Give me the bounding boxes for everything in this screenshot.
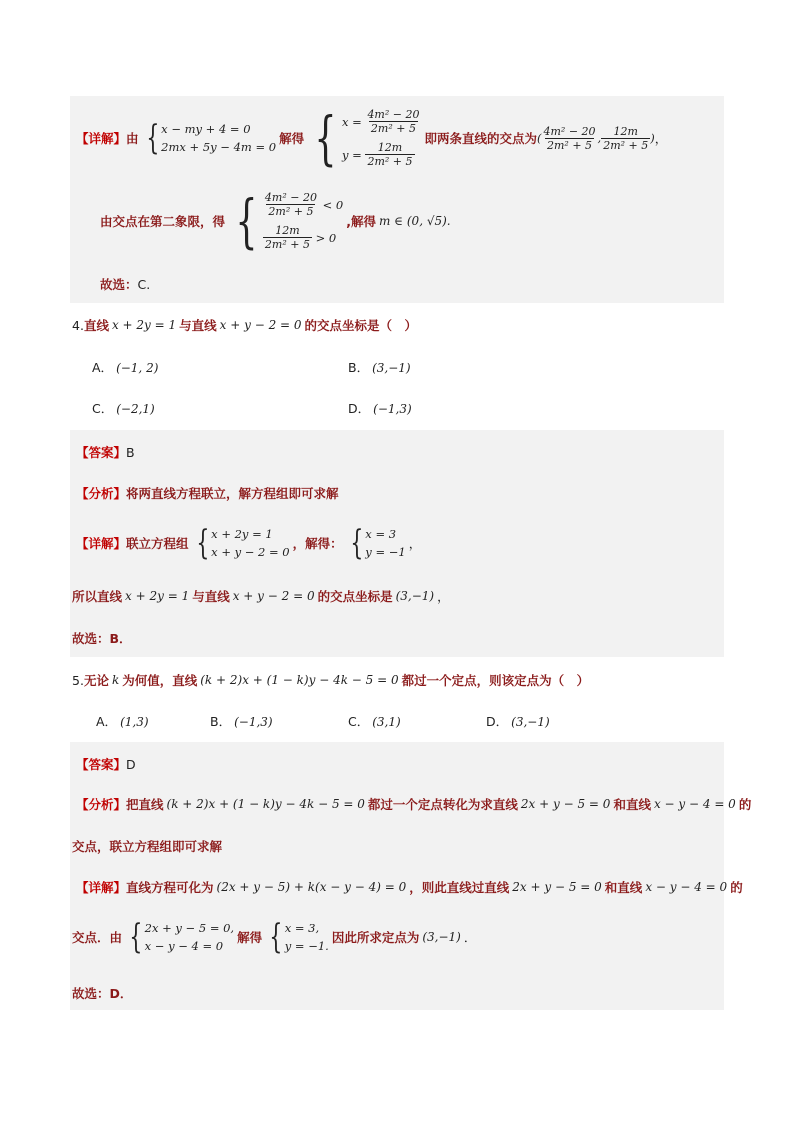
q5-option-c[interactable]: C． (3,1): [348, 714, 401, 729]
q4-option-c[interactable]: C． (−2,1): [92, 401, 155, 416]
result-interval: m ∈ (0, √5).: [378, 214, 451, 228]
solution-band-q5: [70, 742, 724, 1010]
q4-option-a[interactable]: A． (−1, 2): [92, 360, 159, 375]
intersection-point: ( $\frac{\text{4m² − 20}}{\text{2m² + 5}}$ , $\frac{12m}{\text{2m² + 5}}$ ): [537, 124, 655, 152]
equation-system: { x − my + 4 = 0 2mx + 5y − 4m = 0: [145, 118, 277, 158]
q5-stem: 5. 无论 k 为何值，直线 (k + 2)x + (1 − k)y − 4k − 5 = 0 都过一个定点，则该定点为（ ）: [72, 672, 590, 688]
q5-detail-line2: 交点．由 { 2x + y − 5 = 0, x − y − 4 = 0 解得 { x = 3, y = −1. 因此所求定点为 (3,−1) ．: [72, 917, 477, 957]
q5-option-d[interactable]: D． (3,−1): [486, 714, 550, 729]
solution-system: { x = $\frac{\text{4m² − 20}}{\text{2m² + 5}}$ y = $\frac{12m}{\text{2m² + 5}}$: [314, 104, 420, 172]
q4-stem: 4. 直线 x + 2y = 1 与直线 x + y − 2 = 0 的交点坐标是（ ）: [72, 317, 418, 333]
q4-option-d[interactable]: D． (−1,3): [348, 401, 412, 416]
q5-option-b[interactable]: B． (−1,3): [210, 714, 273, 729]
q5-option-a[interactable]: A． (1,3): [96, 714, 149, 729]
q5-analysis-line2: 交点，联立方程组即可求解: [72, 839, 223, 854]
q4-conclusion: 所以直线 x + 2y = 1 与直线 x + y − 2 = 0 的交点坐标是 (3,−1) ，: [72, 589, 450, 604]
q4-choose: 故选：B．: [72, 631, 132, 646]
detail-tag: 【详解】: [76, 131, 127, 146]
q4-detail: 【详解】 联立方程组 { x + 2y = 1 x + y − 2 = 0 ，解得： { x = 3 y = −1 ，: [76, 523, 422, 563]
q5-detail: 【详解】 直线方程可化为 (2x + y − 5) + k(x − y − 4) = 0 ，则此直线过直线 2x + y − 5 = 0 和直线 x − y − 4 = 0 的: [76, 880, 743, 895]
q5-choose: 故选：D．: [72, 986, 133, 1001]
q3-quadrant-line: 由交点在第二象限，得 { $\frac{\text{4m² − 20}}{\text{2m² + 5}}$ < 0 $\frac{12m}{\text{2m² + 5}}$ > 0 ,解得 m ∈ (0, √5).: [100, 187, 451, 255]
q5-analysis: 【分析】 把直线 (k + 2)x + (1 − k)y − 4k − 5 = 0 都过一个定点转化为求直线 2x + y − 5 = 0 和直线 x − y − 4 = 0 的: [76, 797, 752, 812]
inequality-system: { $\frac{\text{4m² − 20}}{\text{2m² + 5}}$ < 0 $\frac{12m}{\text{2m² + 5}}$ > 0: [235, 187, 344, 255]
q3-choose-line: 故选： C.: [100, 276, 151, 292]
q4-option-b[interactable]: B． (3,−1): [348, 360, 411, 375]
q4-answer: 【答案】 B: [76, 444, 135, 460]
q5-answer: 【答案】 D: [76, 756, 136, 772]
q4-analysis: 【分析】 将两直线方程联立，解方程组即可求解: [76, 486, 339, 501]
q3-detail-line: 【详解】 由 { x − my + 4 = 0 2mx + 5y − 4m = 0 解得 { x = $\frac{\text{4m² − 20}}{\text{2m² + 5}}$ y = $\frac{12m}{\text{2m² + 5}}$ 即两条直线的交点为 ( $\frac{\text{4m² − 20}}{\text{2m² + 5}}$ , $\frac{12m}{\text{2m² + 5}}$ ) ，: [76, 104, 668, 172]
